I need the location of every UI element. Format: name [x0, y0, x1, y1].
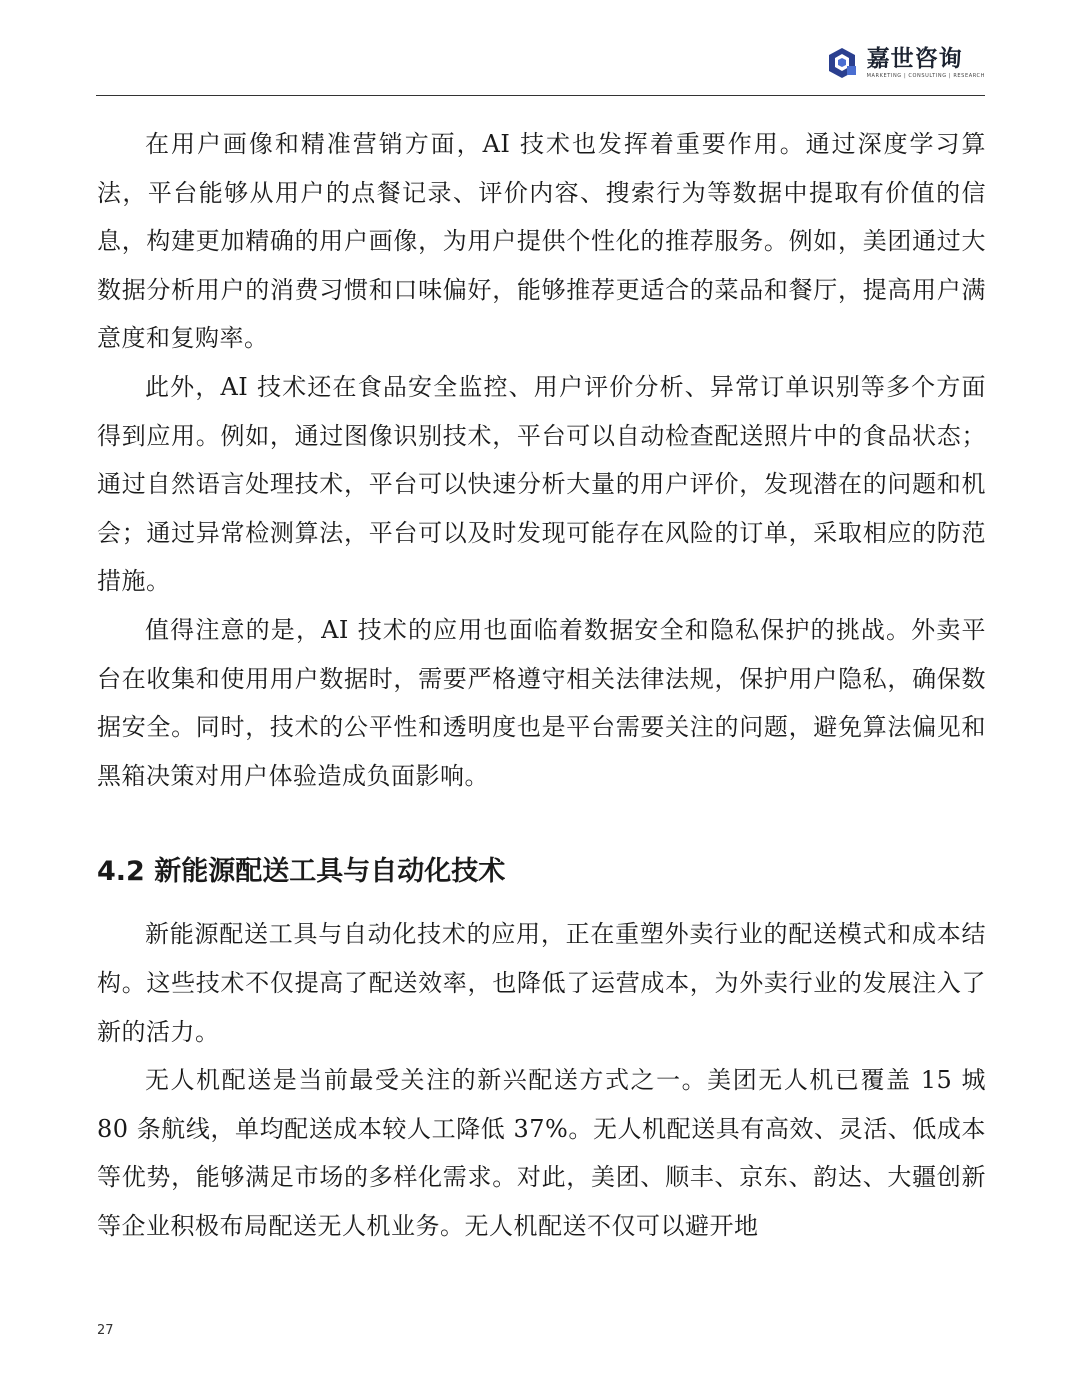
body-paragraph: 新能源配送工具与自动化技术的应用，正在重塑外卖行业的配送模式和成本结构。这些技术不仅提高了配送效率，也降低了运营成本，为外卖行业的发展注入了新的活力。 [97, 920, 986, 1046]
body-paragraph: 此外，AI 技术还在食品安全监控、用户评价分析、异常订单识别等多个方面得到应用。例如，通过图像识别技术，平台可以自动检查配送照片中的食品状态；通过自然语言处理技术，平台可以快速分析大量的用户评价，发现潜在的问题和机会；通过异常检测算法，平台可以及时发现可能存在风险的订单，采取相应的防范措施。 [97, 372, 986, 596]
logo-name: 嘉世咨询 [866, 46, 963, 72]
page-body [97, 120, 986, 1250]
body-paragraph: 值得注意的是，AI 技术的应用也面临着数据安全和隐私保护的挑战。外卖平台在收集和使用用户数据时，需要严格遵守相关法律法规，保护用户隐私，确保数据安全。同时，技术的公平性和透明度也是平台需要关注的问题，避免算法偏见和黑箱决策对用户体验造成负面影响。 [97, 615, 986, 790]
body-paragraph: 在用户画像和精准营销方面，AI 技术也发挥着重要作用。通过深度学习算法，平台能够从用户的点餐记录、评价内容、搜索行为等数据中提取有价值的信息，构建更加精确的用户画像，为用户提供个性化的推荐服务。例如，美团通过大数据分析用户的消费习惯和口味偏好，能够推荐更适合的菜品和餐厅，提高用户满意度和复购率。 [97, 130, 986, 353]
section-heading: 4.2 新能源配送工具与自动化技术 [97, 856, 506, 888]
body-paragraph: 无人机配送是当前最受关注的新兴配送方式之一。美团无人机已覆盖 15 城 80 条航线，单均配送成本较人工降低 37%。无人机配送具有高效、灵活、低成本等优势，能够满足市场的多样化需求。对此，美团、顺丰、京东、韵达、大疆创新等企业积极布局配送无人机业务。无人机配送不仅可以避开地 [97, 1066, 986, 1240]
logo-mark-icon [825, 46, 859, 80]
logo-tagline: MARKETING | CONSULTING | RESEARCH [866, 73, 985, 79]
page-header [96, 40, 985, 96]
company-logo [825, 46, 985, 80]
page-number: 27 [97, 1323, 114, 1338]
